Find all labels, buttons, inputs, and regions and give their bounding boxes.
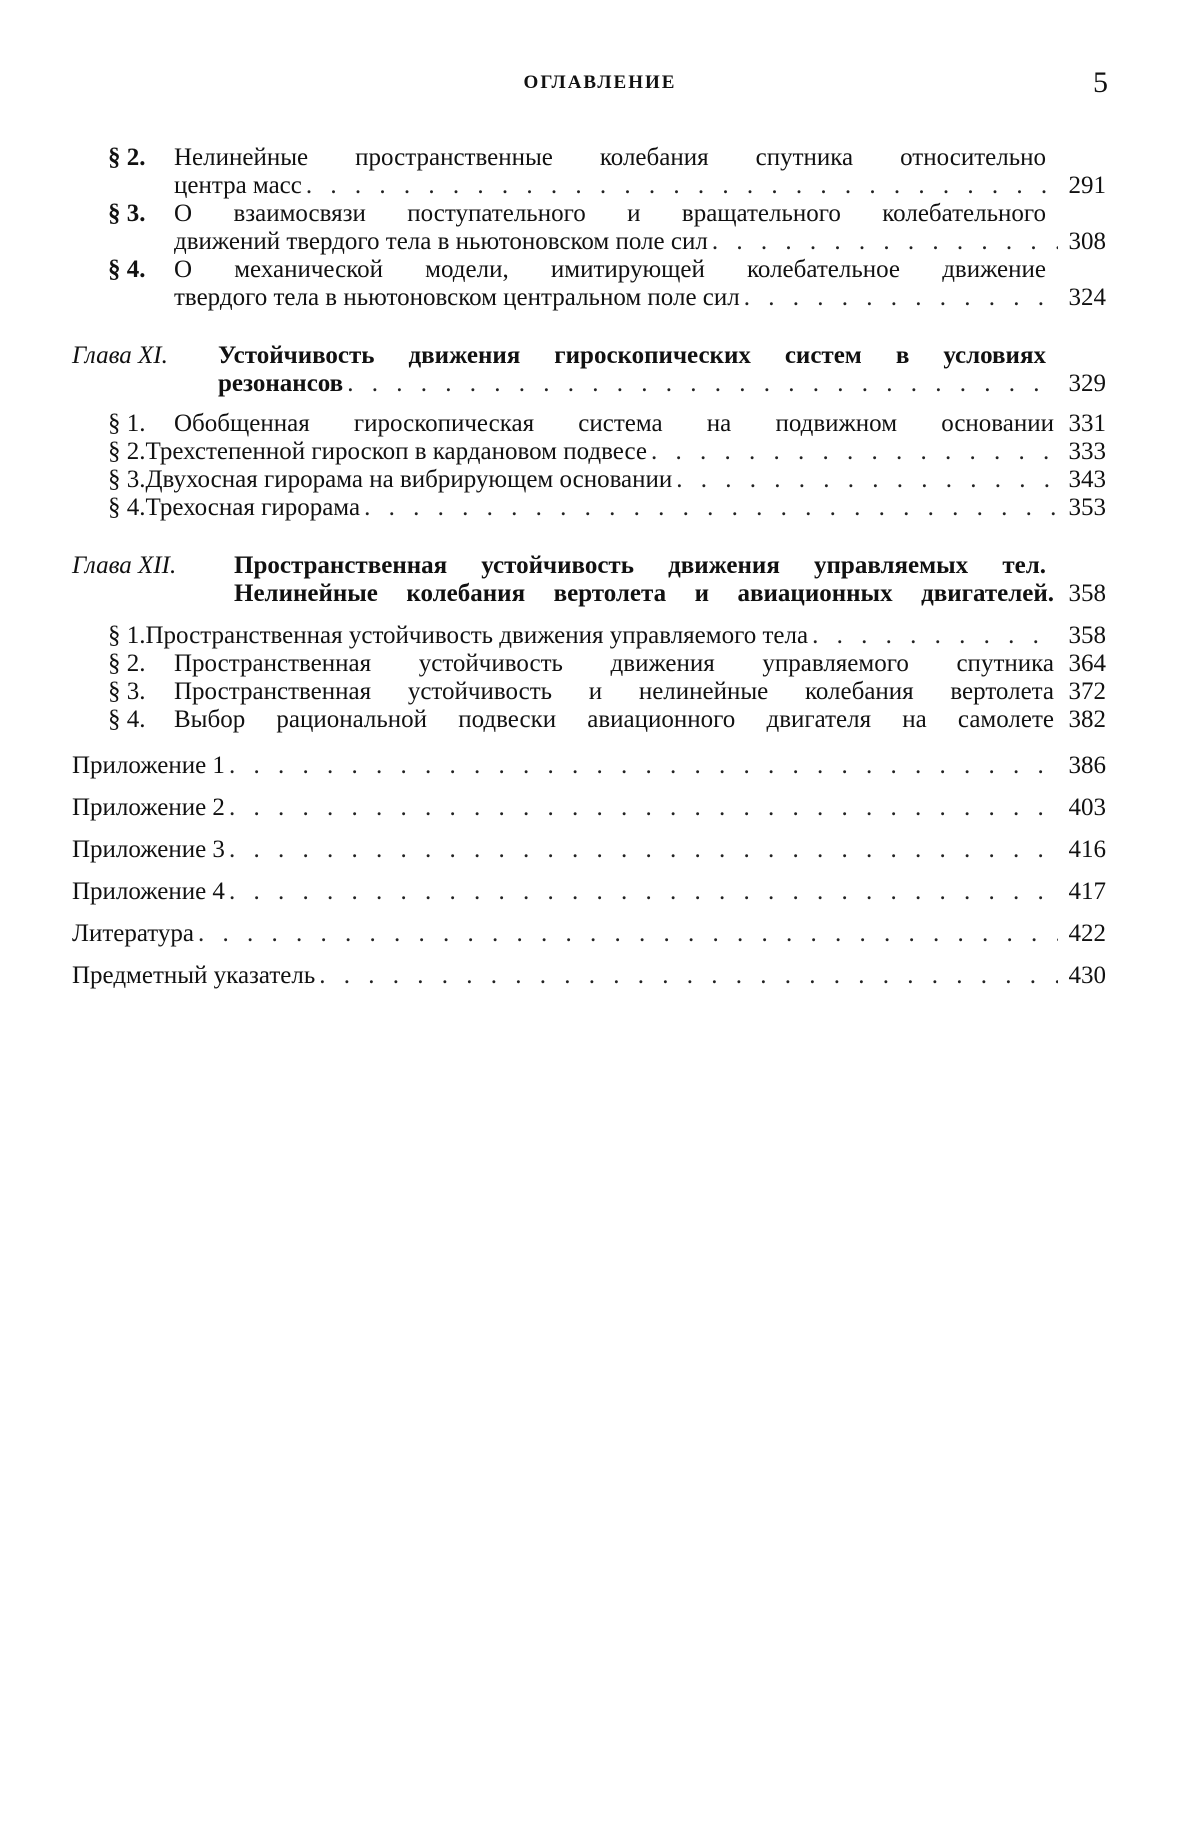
entry-text: Трехстепенной гироскоп в кардановом подвесе	[145, 438, 647, 465]
toc-entry-literature[interactable]	[72, 920, 1106, 948]
page-ref: 382	[1068, 706, 1106, 733]
page-ref: 308	[1068, 228, 1106, 255]
toc-entry-ch12-sec2[interactable]	[108, 650, 1106, 678]
section-number: § 4.	[108, 494, 146, 521]
entry-text: Обобщенная гироскопическая система на подвижном основании	[174, 410, 1054, 437]
toc-entry-ch12-sec1[interactable]	[108, 622, 1106, 650]
page-ref: 372	[1068, 678, 1106, 705]
leader-dots	[229, 752, 1058, 780]
toc-entry-appendix-3[interactable]	[72, 836, 1106, 864]
section-number: § 4.	[108, 256, 146, 283]
page-ref: 422	[1068, 920, 1106, 947]
page-ref: 291	[1068, 172, 1106, 199]
page-ref: 364	[1068, 650, 1106, 677]
entry-text: твердого тела в ньютоновском центральном поле сил	[174, 284, 740, 311]
leader-dots	[198, 920, 1058, 948]
page-header	[0, 66, 1200, 112]
page-ref: 353	[1068, 494, 1106, 521]
toc-entry-appendix-2[interactable]	[72, 794, 1106, 822]
section-number: § 2.	[108, 650, 146, 677]
leader-dots	[712, 228, 1058, 256]
page-ref: 416	[1068, 836, 1106, 863]
leader-dots	[306, 172, 1058, 200]
entry-text: Двухосная гирорама на вибрирующем основании	[145, 466, 673, 493]
page-ref: 343	[1068, 466, 1106, 493]
leader-dots	[229, 836, 1058, 864]
section-number: § 4.	[108, 706, 146, 733]
leader-dots	[364, 494, 1058, 522]
chapter-11-heading-line2[interactable]	[218, 370, 1106, 398]
entry-text: Пространственная устойчивость движения управляемого тела	[145, 622, 809, 649]
chapter-title: Устойчивость движения гироскопических систем в условиях	[218, 342, 1046, 369]
toc-entry-appendix-1[interactable]	[72, 752, 1106, 780]
entry-text: Предметный указатель	[72, 962, 316, 989]
chapter-title-continued: Нелинейные колебания вертолета и авиационных двигателей.	[234, 580, 1054, 607]
toc-entry-ch11-sec3[interactable]	[108, 466, 1106, 494]
leader-dots	[651, 438, 1058, 466]
section-number: § 2.	[108, 438, 146, 465]
section-number: § 3.	[108, 200, 146, 227]
chapter-title: Пространственная устойчивость движения управляемых тел.	[234, 552, 1046, 579]
chapter-title-continued: резонансов	[218, 370, 344, 397]
section-number: § 1.	[108, 622, 146, 649]
chapter-11-heading-line1[interactable]	[72, 342, 1046, 370]
section-number: § 3.	[108, 678, 146, 705]
page-ref: 329	[1068, 370, 1106, 397]
toc-entry-sec4-line1[interactable]	[108, 256, 1046, 284]
entry-text: Пространственная устойчивость движения управляемого спутника	[174, 650, 1054, 677]
leader-dots	[812, 622, 1058, 650]
entry-text: Пространственная устойчивость и нелинейные колебания вертолета	[174, 678, 1054, 705]
entry-text: О механической модели, имитирующей колебательное движение	[174, 256, 1046, 283]
page-ref: 324	[1068, 284, 1106, 311]
toc-entry-ch11-sec4[interactable]	[108, 494, 1106, 522]
entry-text: Литература	[72, 920, 194, 947]
toc-entry-sec3-line1[interactable]	[108, 200, 1046, 228]
leader-dots	[676, 466, 1058, 494]
chapter-12-heading-line2[interactable]	[234, 580, 1106, 608]
page-ref: 403	[1068, 794, 1106, 821]
leader-dots	[229, 878, 1058, 906]
toc-entry-sec2-line1[interactable]	[108, 144, 1046, 172]
entry-text: Трехосная гирорама	[145, 494, 361, 521]
toc-entry-appendix-4[interactable]	[72, 878, 1106, 906]
toc-entry-subject-index[interactable]	[72, 962, 1106, 990]
section-number: § 2.	[108, 144, 146, 171]
toc-entry-ch11-sec2[interactable]	[108, 438, 1106, 466]
entry-text: Приложение 3	[72, 836, 225, 863]
entry-text: движений твердого тела в ньютоновском поле сил	[174, 228, 708, 255]
entry-text: Приложение 2	[72, 794, 225, 821]
toc-entry-sec2-line2[interactable]	[174, 172, 1106, 200]
entry-text: Приложение 4	[72, 878, 225, 905]
leader-dots	[319, 962, 1058, 990]
entry-text: Выбор рациональной подвески авиационного двигателя на самолете	[174, 706, 1054, 733]
chapter-label: Глава XI.	[72, 342, 168, 369]
entry-text: О взаимосвязи поступательного и вращательного колебательного	[174, 200, 1046, 227]
page-ref: 386	[1068, 752, 1106, 779]
page-number: 5	[1093, 66, 1108, 99]
chapter-12-heading-line1[interactable]	[72, 552, 1046, 580]
entry-text: Приложение 1	[72, 752, 225, 779]
leader-dots	[229, 794, 1058, 822]
leader-dots	[347, 370, 1058, 398]
page-ref: 358	[1068, 622, 1106, 649]
running-title: ОГЛАВЛЕНИЕ	[523, 72, 677, 93]
page-ref: 417	[1068, 878, 1106, 905]
toc-entry-ch12-sec4[interactable]	[108, 706, 1106, 734]
entry-text: Нелинейные пространственные колебания спутника относительно	[174, 144, 1046, 171]
page-ref: 430	[1068, 962, 1106, 989]
entry-text: центра масс	[174, 172, 302, 199]
leader-dots	[744, 284, 1058, 312]
chapter-label: Глава XII.	[72, 552, 177, 579]
section-number: § 1.	[108, 410, 146, 437]
toc-entry-ch12-sec3[interactable]	[108, 678, 1106, 706]
page-ref: 358	[1068, 580, 1106, 607]
section-number: § 3.	[108, 466, 146, 493]
toc-entry-sec3-line2[interactable]	[174, 228, 1106, 256]
page-ref: 333	[1068, 438, 1106, 465]
toc-entry-sec4-line2[interactable]	[174, 284, 1106, 312]
page-ref: 331	[1068, 410, 1106, 437]
toc-entry-ch11-sec1[interactable]	[108, 410, 1106, 438]
